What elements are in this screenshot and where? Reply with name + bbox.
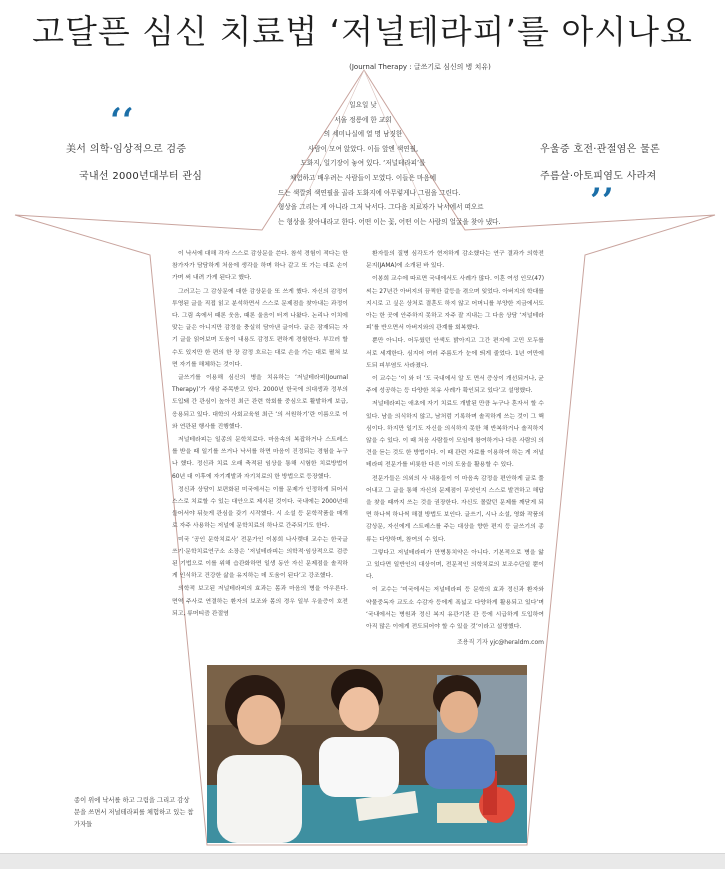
right-quote-line-2: 주름살·아토피염도 사라져 xyxy=(540,171,657,182)
body-paragraph: 이 낙서에 대해 각자 스스로 감상문을 쓴다. 참석 경험이 적다는 한 참가자가 담담하게 처음에 생각을 하며 하나 같고 또 가는 대로 손이 가며 써 내려 가게 된다고 했다. xyxy=(172,251,348,282)
photo-illustration xyxy=(207,665,527,843)
close-quote-icon: ’’ xyxy=(590,181,614,221)
photo-caption: 종이 위에 낙서를 하고 그림을 그리고 감상문을 쓰면서 저널테라피를 체험하고 있는 참가자들 xyxy=(74,797,194,828)
left-quote-line-2: 국내선 2000년대부터 관심 xyxy=(79,171,203,182)
body-paragraph: 글쓰기를 이용해 심신의 병을 치유하는 ‘저널테라피(Journal Therapy)’가 새삼 주목받고 있다. 2000년 한국에 의대생과 정부의 도입돼 간 관심이 높아진 최근 관련 학회를 중심으로 활발하게 보급, 응용되고 있다. 대학의 사회교육원 최근 ‘의 서원하기’란 이름으로 이와 연관된 행사를 진행했다. xyxy=(172,375,348,430)
body-paragraph: 이봉희 교수에 따르면 국내에서도 사례가 많다. 이혼 여성 인모(47)씨는 27년간 아버지의 끔찍한 갈등을 겪으며 잊었다. 아버지의 학대를 지시로 고 싶은 상처로 결혼도 하지 않고 어머니를 부양한 지금에서도 아는 한 곳에 안주하지 못하고 자주 잘 지내는 그 다음 상담 ‘저널테라피’를 반으면서 아버지와의 관계를 회복했다. xyxy=(366,276,544,332)
body-paragraph: 정신과 상담이 보편화된 미국에서는 이를 문제가 인정하게 되어서 스스로 치료할 수 있는 대안으로 제시된 것이다. 국내에는 2000년대 들어서야 뒤늦게 관심을 갖기 시작했다. 시 소설 등 문학작품을 매개로 자주 사용하는 저널에 문학치료의 하나로 간주되기도 한다. xyxy=(172,486,348,530)
intro-line: 는 형상을 찾아내라고 한다. 어떤 이는 꽃, 어떤 이는 사람의 얼굴을 찾아 냈다. xyxy=(278,217,501,226)
intro-line: 사람이 모여 앉았다. 이들 앞엔 색연필, xyxy=(307,144,419,153)
bottom-scan-edge xyxy=(0,853,725,869)
headline: 고달픈 심신 치료법 ‘저널테라피’를 아시나요 xyxy=(32,12,693,51)
body-column-left xyxy=(172,248,348,621)
open-quote-icon: ‘‘ xyxy=(110,101,134,141)
intro-line: 체험하고 배우려는 사람들이 모였다. 이들은 마음에 xyxy=(289,173,437,182)
body-paragraph: 전문가들은 의외의 사 내용들이 이 마음속 감정을 편안하게 글로 풀어내고 그 글을 통해 자신의 문제점이 무엇인지 스스로 발견하고 해답을 찾을 때까지 쓰는 것을 권장한다. 자신도 몰랐던 문제를 깨닫게 되면 하나씩 하나씩 해결 방법도 보인다. 글쓰기, 시나 소설, 영화 작품의 감상문, 자신에게 스트레스를 주는 대상을 향한 편지 등 글쓰기의 종류는 다양하며, 참여의 수 있다. xyxy=(366,475,544,543)
body-paragraph: 환자들의 질병 심각도가 현저하게 감소했다는 연구 결과가 의학전문지(JAMA)에 소개된 바 있다. xyxy=(366,251,544,270)
body-paragraph: 뿐만 아니다. 어두웠던 안색도 밝아지고 그간 편지에 고민 모두를 서로 세계한다. 심지어 여러 주름도가 눈에 띄게 줄었다. 1년 여만에 도되 피부염도 사라졌다. xyxy=(366,338,544,369)
left-quote-line-1: 美서 의학·임상적으로 검증 xyxy=(66,144,187,155)
body-paragraph: 이 교수는 ‘미국에서는 저널테라피 등 문학의 효과 정신과 환자와 약물중독자 교도소 수감자 등에게 폭넓고 다양하게 활용되고 있다’며 ‘국내에서는 병원과 정신 복지 유관기관 관 등에 시급하게 도입하여 아직 많은 이에게 전도되어야 할 수 있을 것’이라고 설명했다. xyxy=(366,587,544,631)
body-paragraph: 저널테라피는 애초에 자기 치료도 개발된 만큼 누구나 혼자서 할 수 있다. 남을 의식하지 않고, 남처럼 기록하며 솔직하게 쓰는 것이 그 핵심이다. 하지만 일기도 자신을 의식하지 못한 채 반복하거나 솔직하지 않을 수 있다. 이 때 처음 사람들이 모임에 참여하거나 다른 사람의 의견을 듣는 것도 한 방법이다. 이 때 관련 자료를 이용하여 하는 게 저널테라피 전문가를 비롯한 다른 이의 도움을 활용할 수 있다. xyxy=(366,401,544,469)
intro-line: 일요일 낮 xyxy=(349,101,377,109)
intro-line: 드는 색깔의 색연필을 골라 도화지에 아무렇게나 그림을 그린다. xyxy=(278,188,461,197)
body-paragraph: 저널테라피는 일종의 문학치료다. 마음속의 복잡하거나 스트레스를 받을 때 일기를 쓰거나 낙서를 하면 마음이 진정되는 경험을 누구나 했다. 정신과 치료 오래 축적된 임상을 통해 시험한 치료방법이 60년 대 이후에 자기계발과 자기치료의 한 방법으로 등장했다. xyxy=(172,437,348,480)
subtitle: (Journal Therapy : 글쓰기로 심신의 병 치유) xyxy=(349,63,491,71)
intro-lead xyxy=(278,98,501,229)
body-paragraph: 그러고는 그 감상문에 대한 감상문을 또 쓰게 했다. 자신의 감정이 투영된 글을 직접 읽고 분석하면서 스스로 문제점을 찾아내는 과정이다. 그림 속에서 때론 웃음, 때론 울음이 터져 나왔다. 논리나 이치에 맞는 글은 아니지만 감정을 충실히 담아낸 글이다. 글은 잠재되는 자기 글을 읽어보며 도움이 내용도 감정도 편하게 경험한다. 부끄러 할 수도 있지만 한 편의 한 장 감정 흐르는 대로 손을 가는 대로 펼쳐 보면 자기를 해체하는 것이다. xyxy=(172,288,348,368)
right-quote-line-1: 우울증 호전·관절염은 물론 xyxy=(540,144,660,155)
intro-line: 서울 정릉에 한 교회 xyxy=(334,115,392,124)
body-paragraph: 이 교수는 ‘이 와 더 ‘도 국내에서 알 도 면서 증상이 개선되거나, 균주에 성공하는 등 다양한 치유 사례가 확인되고 있다’고 설명했다. xyxy=(366,376,544,395)
body-paragraph: 그렇다고 저널테라피가 만병통치약은 아니다. 기본적으로 병을 앓고 있다면 일반인의 대상이며, 전문적인 의학치료의 보조수단일 뿐이다. xyxy=(366,549,544,581)
body-column-right xyxy=(366,248,544,650)
participants-photo xyxy=(207,665,527,843)
body-paragraph: 미국 ‘공인 문학치료사’ 전문가인 이봉희 나사렛대 교수는 한국글쓰기·문학치료연구소 소장은 ‘저널테라피는 의학적·임상적으로 검증된 기법으로 이를 위해 습관화하면 일생 동안 자신 문제점을 솔직하게 인식하고 건강한 삶을 유지하는 데 도움이 된다’고 강조했다. xyxy=(172,536,348,580)
byline: 조용직 기자 yjc@heraldm.com xyxy=(457,639,544,647)
intro-line: 도화지, 일기장이 놓여 있다. ‘저널테라피’를 xyxy=(300,159,426,168)
body-paragraph: 의학적 보고된 저널테라피의 효과는 몸과 마음의 병을 아우른다. 면역 주사로 연결하는 환자의 보조와 몸의 경우 일부 우울증이 호전되고, 류머티즘 관절염 xyxy=(172,586,348,617)
intro-line: 형상을 그리는 게 아니라 그저 낙서다. 그다음 치료자가 낙서에서 떠오르 xyxy=(278,203,484,212)
intro-line: 의 세미나실에 열 명 남짓한 xyxy=(323,130,403,139)
